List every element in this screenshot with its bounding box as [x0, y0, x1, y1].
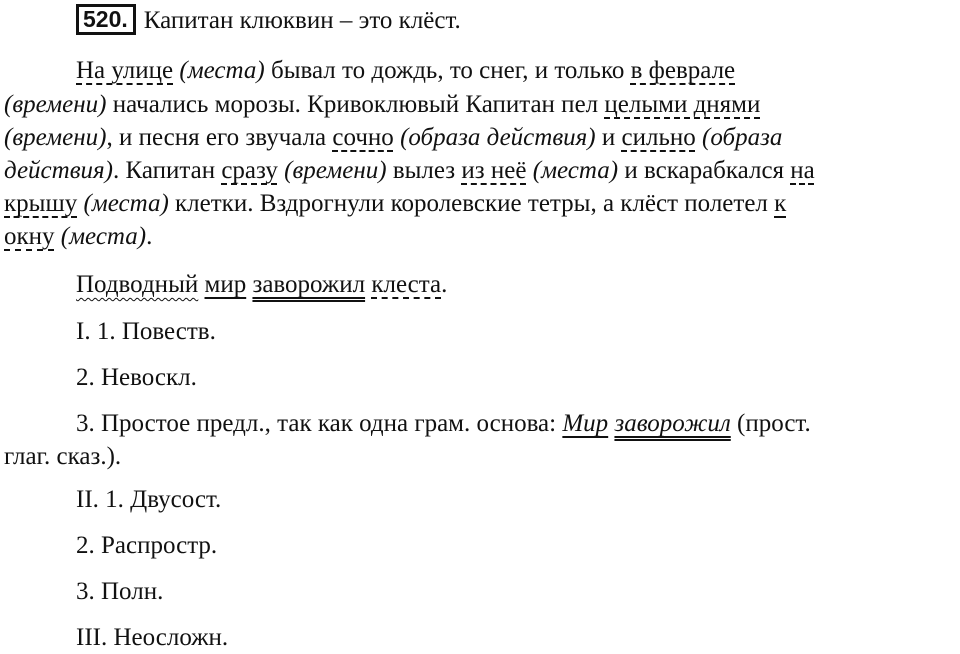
analysis-item — [76, 408, 811, 440]
analysis-item: III. Неосложн. — [76, 624, 229, 651]
plain-text: . Капитан — [113, 157, 222, 184]
attribute-word: Подводный — [76, 271, 199, 298]
note-text: (образа — [702, 124, 783, 151]
passage-line-6 — [4, 221, 152, 253]
analysis-item: II. 1. Двусост. — [76, 486, 222, 513]
exercise-heading — [76, 4, 461, 37]
plain-text: и — [595, 124, 622, 151]
note-text: (места) — [83, 190, 169, 217]
circumstance-word: сразу — [221, 157, 278, 184]
plain-text: , и песня его звучала — [106, 124, 333, 151]
note-text: (времени) — [4, 124, 107, 151]
note-text: (места) — [532, 157, 619, 184]
passage-line-1 — [76, 55, 735, 87]
plain-text: клетки. Вздрогнули королевские тетры, а клёст полетел — [168, 190, 775, 217]
circumstance-word: сильно — [621, 124, 696, 151]
analysis-item: 2. Распростр. — [76, 532, 218, 559]
plain-text: бывал то дождь, то снег, и только — [264, 57, 631, 84]
plain-text: 3. Простое предл., так как одна грам. основа: — [76, 410, 563, 437]
note-text: (места) — [179, 57, 265, 84]
circumstance-word: в феврале — [630, 57, 736, 84]
exercise-title: Капитан клюквин – это клёст. — [143, 7, 461, 34]
predicate-word: заворожил — [614, 410, 731, 437]
circumstance-word: сочно — [332, 124, 394, 151]
note-text: (времени) — [284, 157, 387, 184]
predicate-word: заворожил — [252, 271, 366, 298]
exercise-number: 520. — [76, 4, 136, 35]
plain-text: . — [146, 223, 153, 250]
analysis-item: I. 1. Повеств. — [76, 318, 216, 345]
object-word: клеста — [371, 271, 442, 298]
note-text: (места) — [60, 223, 147, 250]
plain-text: начались морозы. Кривоклювый Капитан пел — [106, 91, 605, 118]
note-text: действия) — [4, 157, 113, 184]
analysis-item: 2. Невоскл. — [76, 364, 197, 391]
circumstance-word: целыми днями — [604, 91, 761, 118]
passage-line-3 — [4, 122, 782, 154]
passage-line-4 — [4, 155, 815, 187]
passage-line-5 — [4, 188, 786, 220]
subject-word: мир — [204, 271, 247, 298]
subject-word: Мир — [562, 410, 609, 437]
circumstance-word: на — [790, 157, 815, 184]
parsed-sentence — [76, 269, 447, 301]
plain-text: и вскарабкался — [618, 157, 791, 184]
analysis-item-continuation: глаг. сказ.). — [4, 443, 122, 470]
plain-text: (прост. — [730, 410, 811, 437]
sentence-end: . — [441, 271, 448, 298]
note-text: (времени) — [4, 91, 107, 118]
circumstance-word: крышу — [4, 190, 78, 217]
passage-line-2 — [4, 89, 760, 121]
circumstance-word: к — [774, 190, 787, 217]
circumstance-word: из неё — [461, 157, 527, 184]
analysis-item: 3. Полн. — [76, 578, 164, 605]
circumstance-word: окну — [4, 223, 55, 250]
circumstance-word: На улице — [76, 57, 174, 84]
plain-text: вылез — [386, 157, 462, 184]
note-text: (образа действия) — [400, 124, 596, 151]
